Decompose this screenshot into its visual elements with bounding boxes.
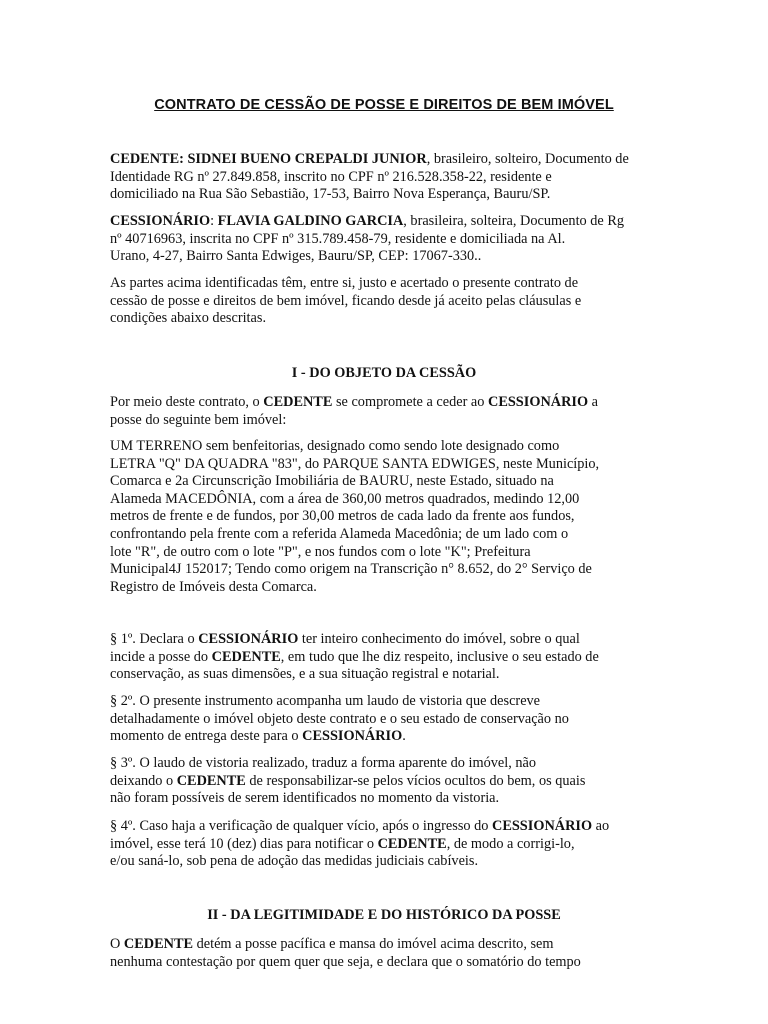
cedente-line-2: Identidade RG nº 27.849.858, inscrito no CPF nº 216.528.358-22, residente e — [110, 168, 552, 185]
intro-paragraph: As partes acima identificadas têm, entre si, justo e acertado o presente contrato de cessão de posse e direitos de bem imóvel, ficando desde já aceito pelas cláusulas e condições abaixo descritas. — [110, 275, 582, 327]
object-paragraph: Por meio deste contrato, o CEDENTE se compromete a ceder ao CESSIONÁRIO a posse do seguinte bem imóvel: — [110, 394, 599, 428]
clause-2: § 2º. O presente instrumento acompanha um laudo de vistoria que descreve detalhadamente o imóvel objeto deste contrato e o seu estado de conservação no momento de entrega deste para o CESSIONÁRIO. — [110, 693, 569, 745]
section-2-heading: II - DA LEGITIMIDADE E DO HISTÓRICO DA POSSE — [207, 907, 561, 923]
cedente-label: CEDENTE: SIDNEI BUENO CREPALDI JUNIOR — [110, 151, 427, 167]
cessionario-paragraph — [110, 213, 662, 266]
cessionario-line-2: nº 40716963, inscrita no CPF nº 315.789.458-79, residente e domiciliada na Al. — [110, 230, 566, 247]
possession-paragraph: O CEDENTE detém a posse pacífica e mansa do imóvel acima descrito, sem nenhuma contestação por quem quer que seja, e declara que o somatório do tempo — [110, 936, 581, 970]
cedente-line-1: CEDENTE: SIDNEI BUENO CREPALDI JUNIOR, brasileiro, solteiro, Documento de — [110, 151, 629, 167]
cessionario-line-3: Urano, 4-27, Bairro Santa Edwiges, Bauru/SP, CEP: 17067-330.. — [110, 248, 482, 265]
contract-title: CONTRATO DE CESSÃO DE POSSE E DIREITOS DE BEM IMÓVEL — [154, 97, 614, 113]
clause-4: § 4º. Caso haja a verificação de qualquer vício, após o ingresso do CESSIONÁRIO ao imóvel, esse terá 10 (dez) dias para notificar o CEDENTE, de modo a corrigi-lo, e/ou saná-lo, sob pena de adoção das medidas judiciais cabíveis. — [110, 818, 610, 870]
property-description: UM TERRENO sem benfeitorias, designado como sendo lote designado como LETRA "Q" DA QUADRA "83", do PARQUE SANTA EDWIGES, neste Município, Comarca e 2a Circunscrição Imobiliária de BAURU, neste Estado, situado na Alameda MACEDÔNIA, com a área de 360,00 metros quadrados, medindo 12,00 metros de frente e de fundos, por 30,00 metros de cada lado da frente aos fundos, confrontando pela frente com a referida Alameda Macedônia; de um lado com o lote "R", de outro com o lote "P", e nos fundos com o lote "K"; Prefeitura Municipal4J 152017; Tendo como origem na Transcrição n° 8.652, do 2° Serviço de Registro de Imóveis desta Comarca. — [110, 438, 600, 595]
section-1-heading: I - DO OBJETO DA CESSÃO — [291, 365, 477, 381]
cessionario-label: CESSIONÁRIO — [110, 213, 211, 229]
cedente-paragraph — [110, 151, 662, 204]
cessionario-name: FLAVIA GALDINO GARCIA — [217, 213, 404, 229]
clause-1: § 1º. Declara o CESSIONÁRIO ter inteiro conhecimento do imóvel, sobre o qual incide a posse do CEDENTE, em tudo que lhe diz respeito, inclusive o seu estado de conservação, as suas dimensões, e a sua situação registral e notarial. — [110, 631, 599, 683]
cessionario-line-1: CESSIONÁRIO: FLAVIA GALDINO GARCIA, brasileira, solteira, Documento de Rg — [110, 213, 625, 229]
cedente-line-3: domiciliado na Rua São Sebastião, 17-53, Bairro Nova Esperança, Bauru/SP. — [110, 186, 551, 203]
clause-3: § 3º. O laudo de vistoria realizado, traduz a forma aparente do imóvel, não deixando o CEDENTE de responsabilizar-se pelos vícios ocultos do bem, os quais não foram possíveis de serem identificados no momento da vistoria. — [110, 755, 586, 807]
